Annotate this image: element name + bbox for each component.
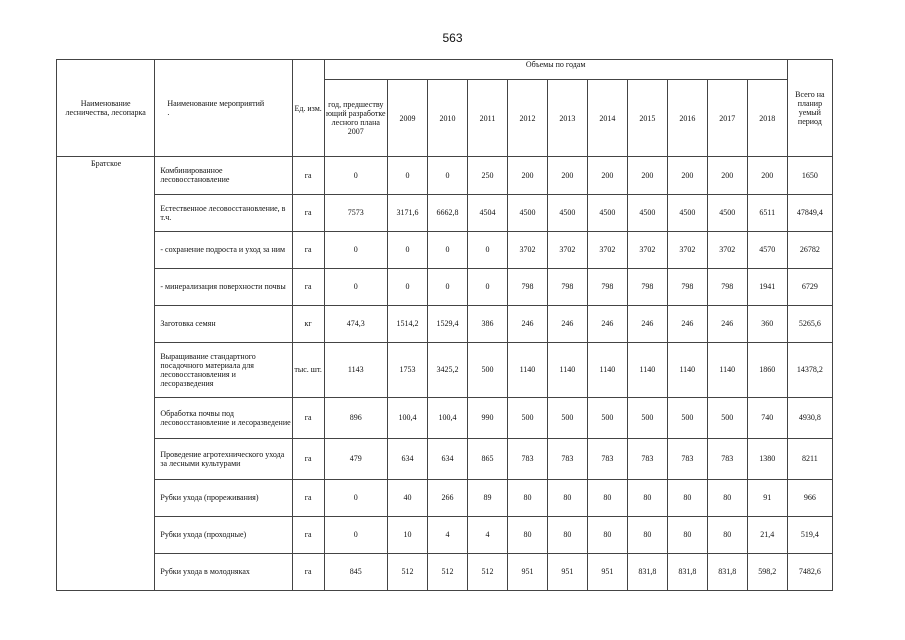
header-activity-dot: . xyxy=(167,108,170,117)
year-value-cell: 1753 xyxy=(388,342,428,397)
header-activity-label: Наименование мероприятий xyxy=(167,99,265,108)
unit-cell: кг xyxy=(292,305,324,342)
year-value-cell: 6511 xyxy=(747,194,787,231)
year-value-cell: 1140 xyxy=(667,342,707,397)
forest-activities-table xyxy=(56,59,833,591)
year-value-cell: 798 xyxy=(547,268,587,305)
total-cell: 6729 xyxy=(787,268,832,305)
forestry-cell xyxy=(57,268,155,305)
year-value-cell: 1380 xyxy=(747,438,787,479)
total-cell: 966 xyxy=(787,479,832,516)
year-value-cell: 6662,8 xyxy=(428,194,468,231)
base-value-cell: 1143 xyxy=(324,342,388,397)
year-value-cell: 1140 xyxy=(507,342,547,397)
header-forestry: Наименование лесничества, лесопарка xyxy=(57,60,155,157)
year-value-cell: 0 xyxy=(467,268,507,305)
header-year: 2012 xyxy=(507,80,547,157)
base-value-cell: 896 xyxy=(324,397,388,438)
year-value-cell: 200 xyxy=(707,157,747,195)
year-value-cell: 200 xyxy=(587,157,627,195)
year-value-cell: 0 xyxy=(388,157,428,195)
year-value-cell: 0 xyxy=(467,231,507,268)
total-cell: 1650 xyxy=(787,157,832,195)
year-value-cell: 798 xyxy=(627,268,667,305)
activity-cell: Естественное лесовосстановление, в т.ч. xyxy=(155,194,292,231)
year-value-cell: 512 xyxy=(388,553,428,591)
year-value-cell: 246 xyxy=(667,305,707,342)
year-value-cell: 250 xyxy=(467,157,507,195)
total-cell: 14378,2 xyxy=(787,342,832,397)
header-volumes: Объемы по годам xyxy=(324,60,787,80)
year-value-cell: 598,2 xyxy=(747,553,787,591)
activity-cell: Заготовка семян xyxy=(155,305,292,342)
table-row xyxy=(57,438,833,479)
forestry-cell xyxy=(57,553,155,591)
header-year: 2014 xyxy=(587,80,627,157)
table-row xyxy=(57,479,833,516)
year-value-cell: 951 xyxy=(587,553,627,591)
year-value-cell: 4500 xyxy=(507,194,547,231)
table-row xyxy=(57,305,833,342)
year-value-cell: 1140 xyxy=(547,342,587,397)
year-value-cell: 40 xyxy=(388,479,428,516)
unit-cell: га xyxy=(292,268,324,305)
activity-cell: Проведение агротехнического ухода за лесными культурами xyxy=(155,438,292,479)
year-value-cell: 80 xyxy=(587,479,627,516)
header-year: 2017 xyxy=(707,80,747,157)
year-value-cell: 80 xyxy=(667,516,707,553)
base-value-cell: 7573 xyxy=(324,194,388,231)
total-cell: 26782 xyxy=(787,231,832,268)
year-value-cell: 80 xyxy=(507,516,547,553)
base-value-cell: 0 xyxy=(324,268,388,305)
year-value-cell: 865 xyxy=(467,438,507,479)
header-activity xyxy=(155,60,292,157)
header-year: 2018 xyxy=(747,80,787,157)
year-value-cell: 246 xyxy=(627,305,667,342)
base-value-cell: 0 xyxy=(324,157,388,195)
header-year: 2010 xyxy=(428,80,468,157)
table-row xyxy=(57,194,833,231)
year-value-cell: 500 xyxy=(707,397,747,438)
header-base-year: год, предшеству ющий разработке лесного плана 2007 xyxy=(324,80,388,157)
unit-cell: тыс. шт. xyxy=(292,342,324,397)
forestry-cell: Братское xyxy=(57,157,155,195)
base-value-cell: 0 xyxy=(324,479,388,516)
base-value-cell: 474,3 xyxy=(324,305,388,342)
year-value-cell: 200 xyxy=(667,157,707,195)
year-value-cell: 634 xyxy=(428,438,468,479)
table-row xyxy=(57,268,833,305)
year-value-cell: 783 xyxy=(707,438,747,479)
year-value-cell: 200 xyxy=(507,157,547,195)
year-value-cell: 951 xyxy=(547,553,587,591)
activity-cell: Обработка почвы под лесовосстановление и лесоразведение xyxy=(155,397,292,438)
base-value-cell: 845 xyxy=(324,553,388,591)
year-value-cell: 89 xyxy=(467,479,507,516)
header-total: Всего на планир уемый период xyxy=(787,60,832,157)
year-value-cell: 1514,2 xyxy=(388,305,428,342)
year-value-cell: 3171,6 xyxy=(388,194,428,231)
year-value-cell: 266 xyxy=(428,479,468,516)
total-cell: 7482,6 xyxy=(787,553,832,591)
year-value-cell: 4500 xyxy=(707,194,747,231)
base-value-cell: 0 xyxy=(324,231,388,268)
year-value-cell: 1941 xyxy=(747,268,787,305)
unit-cell: га xyxy=(292,553,324,591)
forestry-cell xyxy=(57,194,155,231)
activity-cell: Рубки ухода (проходные) xyxy=(155,516,292,553)
year-value-cell: 1529,4 xyxy=(428,305,468,342)
year-value-cell: 200 xyxy=(627,157,667,195)
year-value-cell: 951 xyxy=(507,553,547,591)
year-value-cell: 80 xyxy=(667,479,707,516)
year-value-cell: 80 xyxy=(547,479,587,516)
year-value-cell: 783 xyxy=(627,438,667,479)
activity-cell: Комбинированное лесовосстановление xyxy=(155,157,292,195)
table-row xyxy=(57,516,833,553)
total-cell: 4930,8 xyxy=(787,397,832,438)
year-value-cell: 0 xyxy=(428,157,468,195)
year-value-cell: 798 xyxy=(707,268,747,305)
page-number: 563 xyxy=(442,31,463,45)
year-value-cell: 246 xyxy=(707,305,747,342)
year-value-cell: 990 xyxy=(467,397,507,438)
forestry-cell xyxy=(57,231,155,268)
year-value-cell: 80 xyxy=(707,479,747,516)
year-value-cell: 246 xyxy=(507,305,547,342)
forestry-cell xyxy=(57,305,155,342)
year-value-cell: 80 xyxy=(547,516,587,553)
year-value-cell: 1140 xyxy=(707,342,747,397)
year-value-cell: 500 xyxy=(627,397,667,438)
year-value-cell: 4 xyxy=(467,516,507,553)
header-year: 2011 xyxy=(467,80,507,157)
year-value-cell: 1140 xyxy=(587,342,627,397)
base-value-cell: 479 xyxy=(324,438,388,479)
header-year: 2015 xyxy=(627,80,667,157)
year-value-cell: 500 xyxy=(587,397,627,438)
year-value-cell: 783 xyxy=(507,438,547,479)
year-value-cell: 783 xyxy=(667,438,707,479)
year-value-cell: 634 xyxy=(388,438,428,479)
forestry-cell xyxy=(57,342,155,397)
unit-cell: га xyxy=(292,157,324,195)
year-value-cell: 100,4 xyxy=(388,397,428,438)
year-value-cell: 4570 xyxy=(747,231,787,268)
forestry-cell xyxy=(57,516,155,553)
table-row xyxy=(57,397,833,438)
year-value-cell: 100,4 xyxy=(428,397,468,438)
year-value-cell: 200 xyxy=(547,157,587,195)
year-value-cell: 360 xyxy=(747,305,787,342)
year-value-cell: 500 xyxy=(467,342,507,397)
unit-cell: га xyxy=(292,397,324,438)
table-row xyxy=(57,342,833,397)
unit-cell: га xyxy=(292,479,324,516)
year-value-cell: 831,8 xyxy=(667,553,707,591)
activity-cell: Рубки ухода (прореживания) xyxy=(155,479,292,516)
unit-cell: га xyxy=(292,231,324,268)
year-value-cell: 0 xyxy=(388,231,428,268)
year-value-cell: 3702 xyxy=(587,231,627,268)
year-value-cell: 798 xyxy=(667,268,707,305)
year-value-cell: 0 xyxy=(388,268,428,305)
total-cell: 8211 xyxy=(787,438,832,479)
total-cell: 47849,4 xyxy=(787,194,832,231)
year-value-cell: 512 xyxy=(467,553,507,591)
base-value-cell: 0 xyxy=(324,516,388,553)
year-value-cell: 3702 xyxy=(667,231,707,268)
header-unit: Ед. изм. xyxy=(292,60,324,157)
year-value-cell: 1860 xyxy=(747,342,787,397)
year-value-cell: 783 xyxy=(547,438,587,479)
total-cell: 5265,6 xyxy=(787,305,832,342)
activity-cell: Выращивание стандартного посадочного материала для лесовосстановления и лесоразведения xyxy=(155,342,292,397)
year-value-cell: 500 xyxy=(547,397,587,438)
year-value-cell: 4500 xyxy=(547,194,587,231)
table-row xyxy=(57,157,833,195)
year-value-cell: 80 xyxy=(627,479,667,516)
year-value-cell: 0 xyxy=(428,268,468,305)
unit-cell: га xyxy=(292,194,324,231)
year-value-cell: 831,8 xyxy=(707,553,747,591)
year-value-cell: 512 xyxy=(428,553,468,591)
unit-cell: га xyxy=(292,438,324,479)
year-value-cell: 80 xyxy=(507,479,547,516)
year-value-cell: 4 xyxy=(428,516,468,553)
header-year: 2009 xyxy=(388,80,428,157)
activity-cell: - минерализация поверхности почвы xyxy=(155,268,292,305)
header-year: 2013 xyxy=(547,80,587,157)
year-value-cell: 4504 xyxy=(467,194,507,231)
table-row xyxy=(57,553,833,591)
table-body xyxy=(57,157,833,591)
year-value-cell: 80 xyxy=(627,516,667,553)
year-value-cell: 740 xyxy=(747,397,787,438)
year-value-cell: 21,4 xyxy=(747,516,787,553)
forestry-cell xyxy=(57,479,155,516)
year-value-cell: 798 xyxy=(587,268,627,305)
year-value-cell: 4500 xyxy=(587,194,627,231)
activity-cell: - сохранение подроста и уход за ним xyxy=(155,231,292,268)
year-value-cell: 80 xyxy=(707,516,747,553)
year-value-cell: 3702 xyxy=(627,231,667,268)
year-value-cell: 200 xyxy=(747,157,787,195)
year-value-cell: 80 xyxy=(587,516,627,553)
unit-cell: га xyxy=(292,516,324,553)
table-row xyxy=(57,231,833,268)
year-value-cell: 500 xyxy=(667,397,707,438)
forestry-cell xyxy=(57,438,155,479)
year-value-cell: 3702 xyxy=(507,231,547,268)
year-value-cell: 246 xyxy=(587,305,627,342)
year-value-cell: 3702 xyxy=(707,231,747,268)
year-value-cell: 10 xyxy=(388,516,428,553)
activity-cell: Рубки ухода в молодняках xyxy=(155,553,292,591)
year-value-cell: 831,8 xyxy=(627,553,667,591)
year-value-cell: 4500 xyxy=(667,194,707,231)
year-value-cell: 246 xyxy=(547,305,587,342)
year-value-cell: 91 xyxy=(747,479,787,516)
header-year: 2016 xyxy=(667,80,707,157)
forestry-cell xyxy=(57,397,155,438)
year-value-cell: 798 xyxy=(507,268,547,305)
year-value-cell: 3702 xyxy=(547,231,587,268)
year-value-cell: 0 xyxy=(428,231,468,268)
year-value-cell: 4500 xyxy=(627,194,667,231)
year-value-cell: 386 xyxy=(467,305,507,342)
year-value-cell: 783 xyxy=(587,438,627,479)
total-cell: 519,4 xyxy=(787,516,832,553)
year-value-cell: 3425,2 xyxy=(428,342,468,397)
year-value-cell: 1140 xyxy=(627,342,667,397)
year-value-cell: 500 xyxy=(507,397,547,438)
